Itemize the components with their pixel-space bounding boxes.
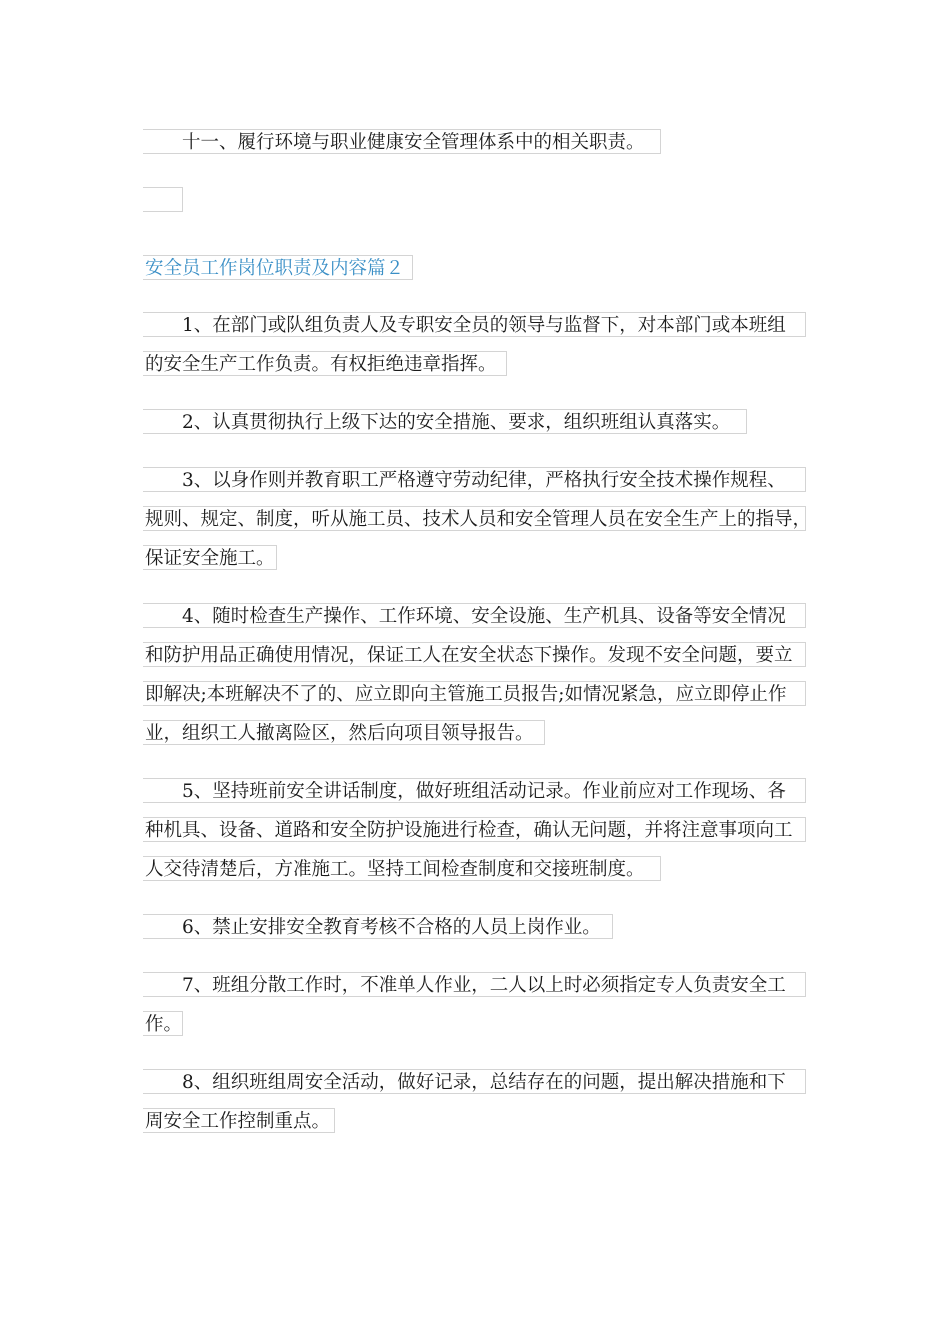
paragraph-4-line-3: 即解决;本班解决不了的、应立即向主管施工员报告;如情况紧急，应立即停止作 — [143, 681, 806, 706]
paragraph-4-line-1: 4、随时检查生产操作、工作环境、安全设施、生产机具、设备等安全情况 — [143, 603, 806, 628]
paragraph-5-line-2: 种机具、设备、道路和安全防护设施进行检查，确认无问题，并将注意事项向工 — [143, 817, 806, 842]
paragraph-2-line-1: 2、认真贯彻执行上级下达的安全措施、要求，组织班组认真落实。 — [143, 409, 747, 434]
paragraph-4-line-4: 业，组织工人撤离险区，然后向项目领导报告。 — [143, 720, 545, 745]
paragraph-1-line-2: 的安全生产工作负责。有权拒绝违章指挥。 — [143, 351, 507, 376]
paragraph-5-line-3: 人交待清楚后，方准施工。坚持工间检查制度和交接班制度。 — [143, 856, 661, 881]
paragraph-3-line-2: 规则、规定、制度，听从施工员、技术人员和安全管理人员在安全生产上的指导， — [143, 506, 806, 531]
empty-line — [143, 187, 183, 212]
paragraph-3-line-3: 保证安全施工。 — [143, 545, 277, 570]
paragraph-8-line-1: 8、组织班组周安全活动，做好记录，总结存在的问题，提出解决措施和下 — [143, 1069, 806, 1094]
paragraph-1-line-1: 1、在部门或队组负责人及专职安全员的领导与监督下，对本部门或本班组 — [143, 312, 806, 337]
paragraph-6-line-1: 6、禁止安排安全教育考核不合格的人员上岗作业。 — [143, 914, 613, 939]
paragraph-4-line-2: 和防护用品正确使用情况，保证工人在安全状态下操作。发现不安全问题，要立 — [143, 642, 806, 667]
paragraph-3-line-1: 3、以身作则并教育职工严格遵守劳动纪律，严格执行安全技术操作规程、 — [143, 467, 806, 492]
paragraph-7-line-1: 7、班组分散工作时，不准单人作业，二人以上时必须指定专人负责安全工 — [143, 972, 806, 997]
paragraph-8-line-2: 周安全工作控制重点。 — [143, 1108, 335, 1133]
paragraph-5-line-1: 5、坚持班前安全讲话制度，做好班组活动记录。作业前应对工作现场、各 — [143, 778, 806, 803]
section-end-text: 十一、履行环境与职业健康安全管理体系中的相关职责。 — [143, 129, 661, 154]
paragraph-7-line-2: 作。 — [143, 1011, 183, 1036]
section-heading: 安全员工作岗位职责及内容篇２ — [143, 255, 413, 280]
